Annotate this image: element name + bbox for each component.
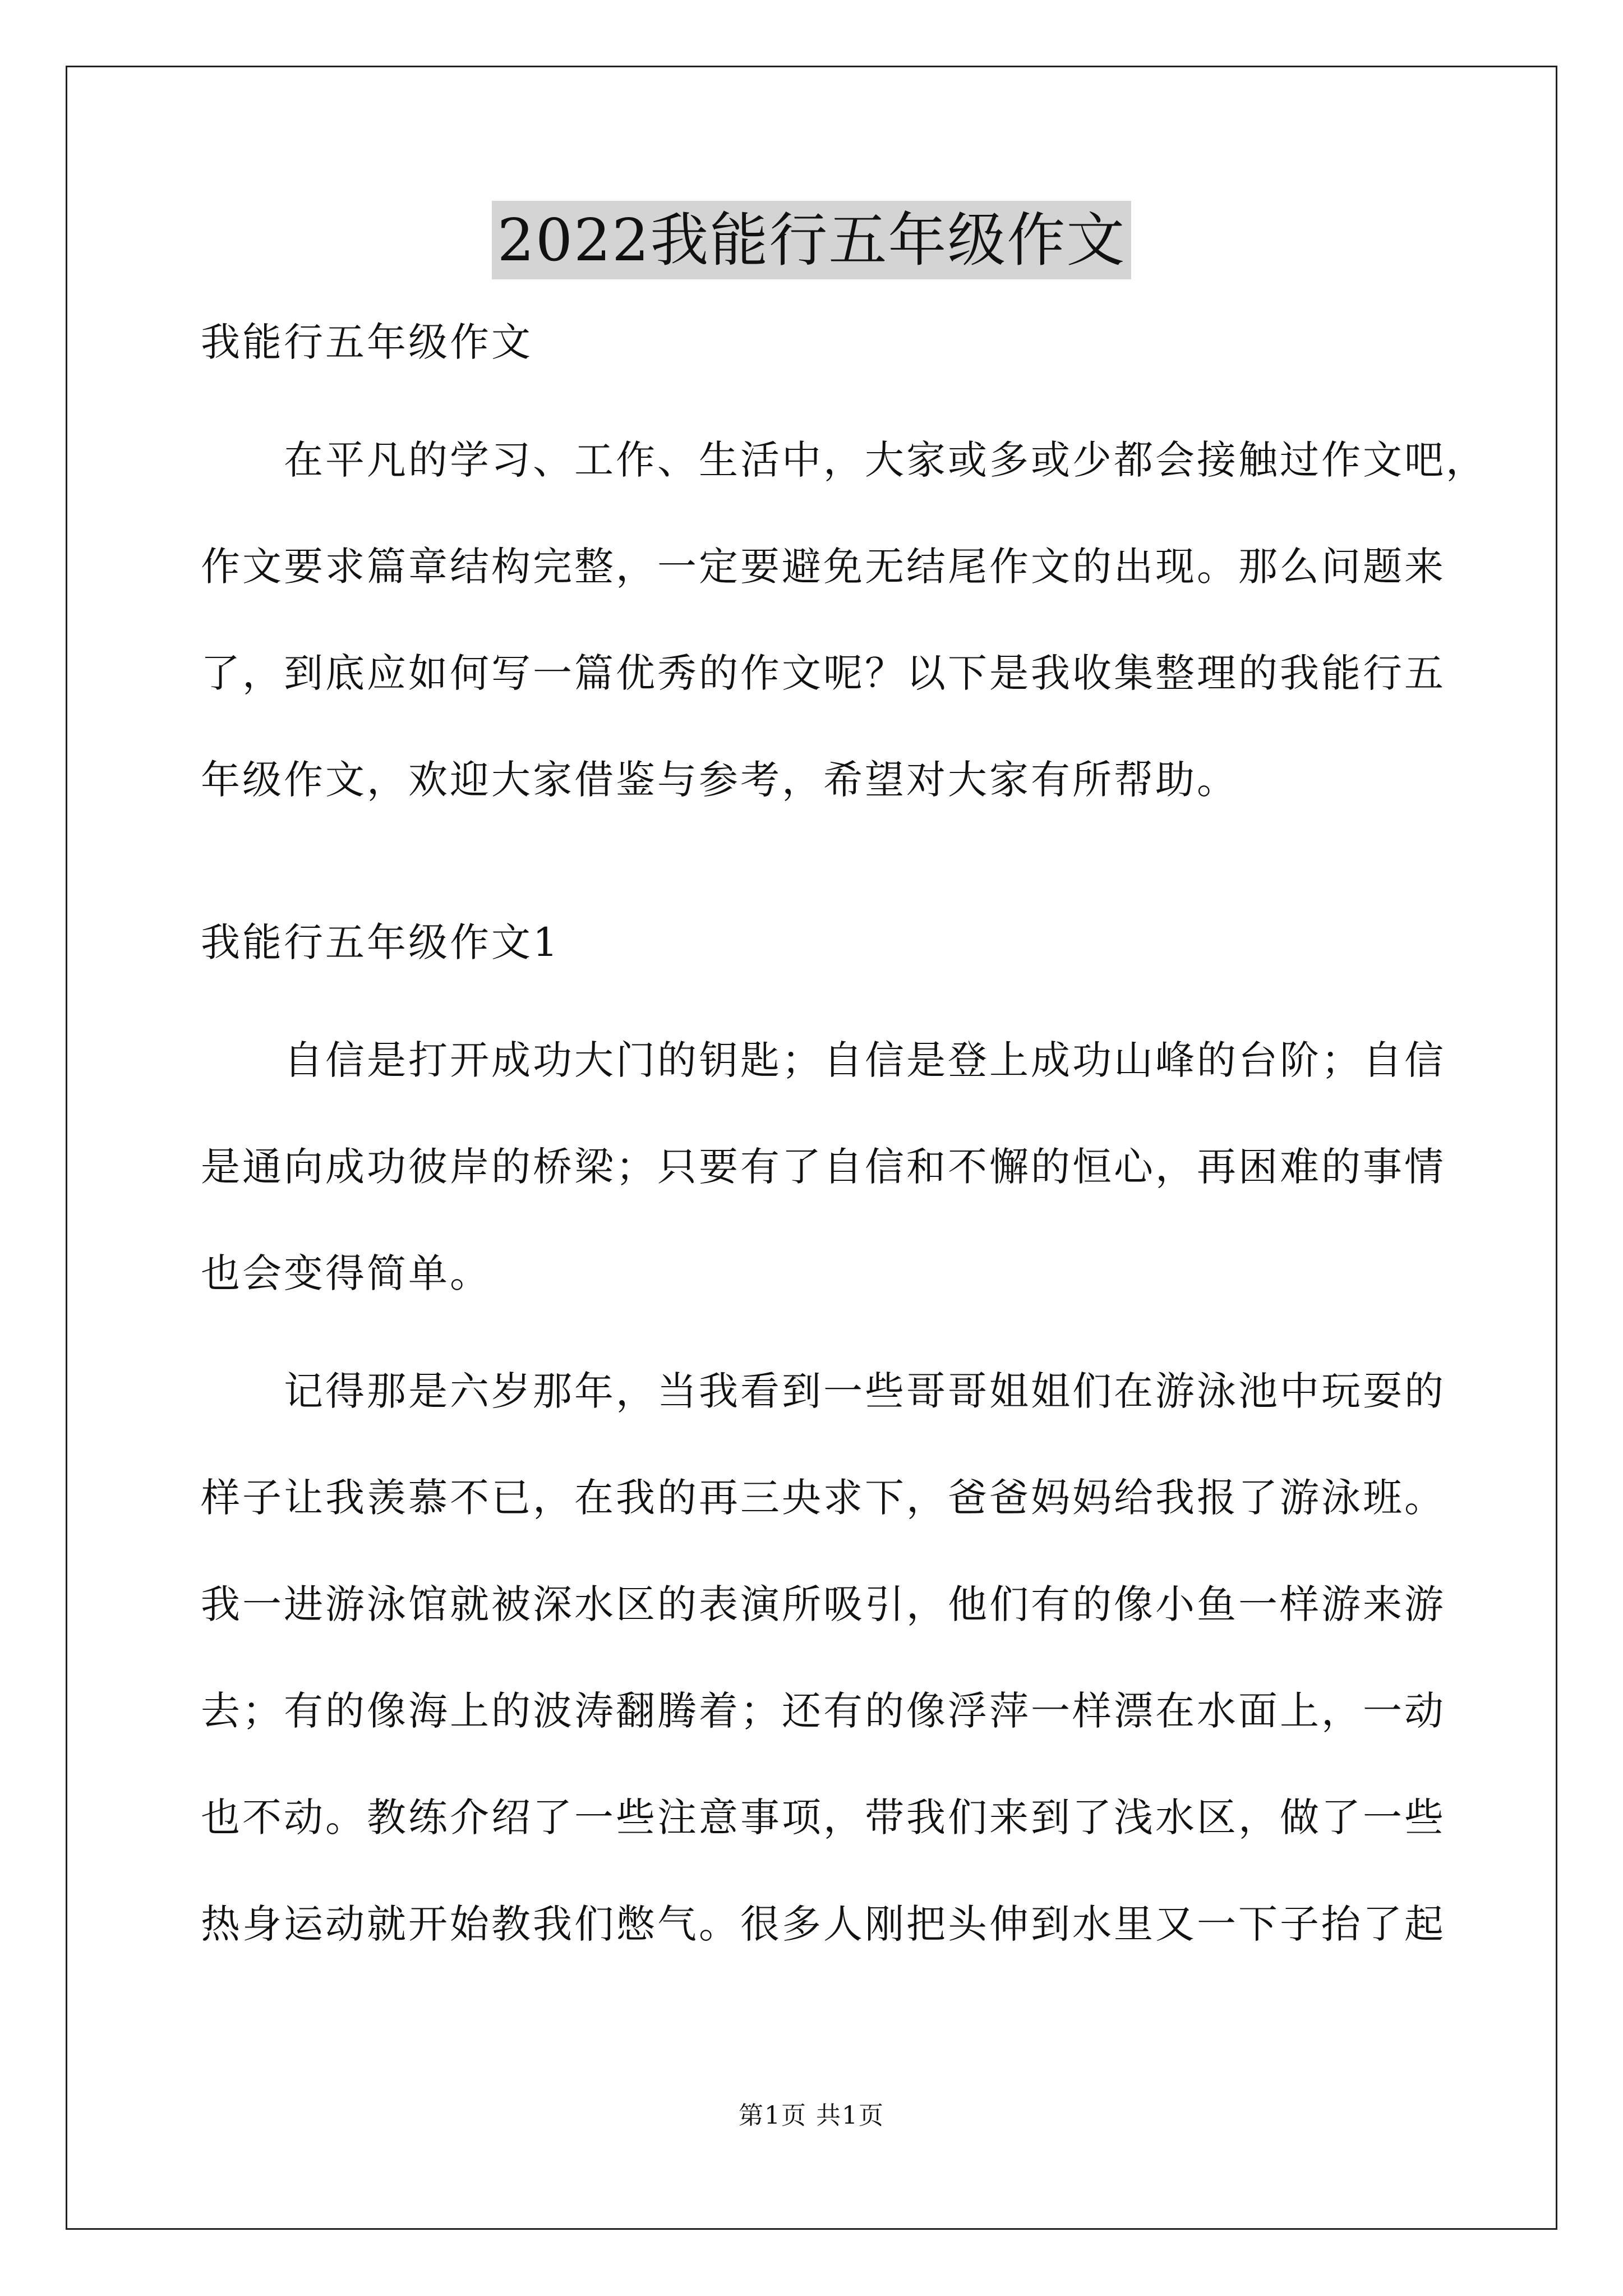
paragraph-line: 也会变得简单。	[201, 1250, 491, 1296]
page-number-footer: 第1页 共1页	[739, 2101, 884, 2130]
intro-paragraph	[201, 432, 1487, 808]
paragraph-1	[201, 1032, 1446, 1301]
intro-line: 在平凡的学习、工作、生活中，大家或多或少都会接触过作文吧，	[284, 437, 1487, 483]
paragraph-line: 我一进游泳馆就被深水区的表演所吸引，他们有的像小鱼一样游来游	[201, 1581, 1446, 1627]
section-heading: 我能行五年级作文1	[201, 919, 560, 965]
paragraph-line: 去；有的像海上的波涛翻腾着；还有的像浮萍一样漂在水面上，一动	[201, 1688, 1446, 1734]
paragraph-line: 热身运动就开始教我们憋气。很多人刚把头伸到水里又一下子抬了起	[201, 1901, 1446, 1947]
document-title: 2022我能行五年级作文	[492, 201, 1132, 279]
document-body	[201, 314, 1487, 1952]
paragraph-line: 也不动。教练介绍了一些注意事项，带我们来到了浅水区，做了一些	[201, 1795, 1446, 1841]
title-container	[0, 201, 1623, 279]
intro-line: 年级作文，欢迎大家借鉴与参考，希望对大家有所帮助。	[201, 757, 1238, 803]
paragraph-line: 是通向成功彼岸的桥梁；只要有了自信和不懈的恒心，再困难的事情	[201, 1144, 1446, 1190]
intro-line: 了，到底应如何写一篇优秀的作文呢？以下是我收集整理的我能行五	[201, 650, 1446, 696]
subtitle: 我能行五年级作文	[201, 319, 533, 365]
intro-line: 作文要求篇章结构完整，一定要避免无结尾作文的出现。那么问题来	[201, 544, 1446, 590]
paragraph-2	[201, 1363, 1446, 1952]
paragraph-line: 记得那是六岁那年，当我看到一些哥哥姐姐们在游泳池中玩耍的	[284, 1368, 1446, 1414]
paragraph-line: 自信是打开成功大门的钥匙；自信是登上成功山峰的台阶；自信	[284, 1037, 1446, 1083]
paragraph-line: 样子让我羡慕不已，在我的再三央求下，爸爸妈妈给我报了游泳班。	[201, 1475, 1446, 1521]
